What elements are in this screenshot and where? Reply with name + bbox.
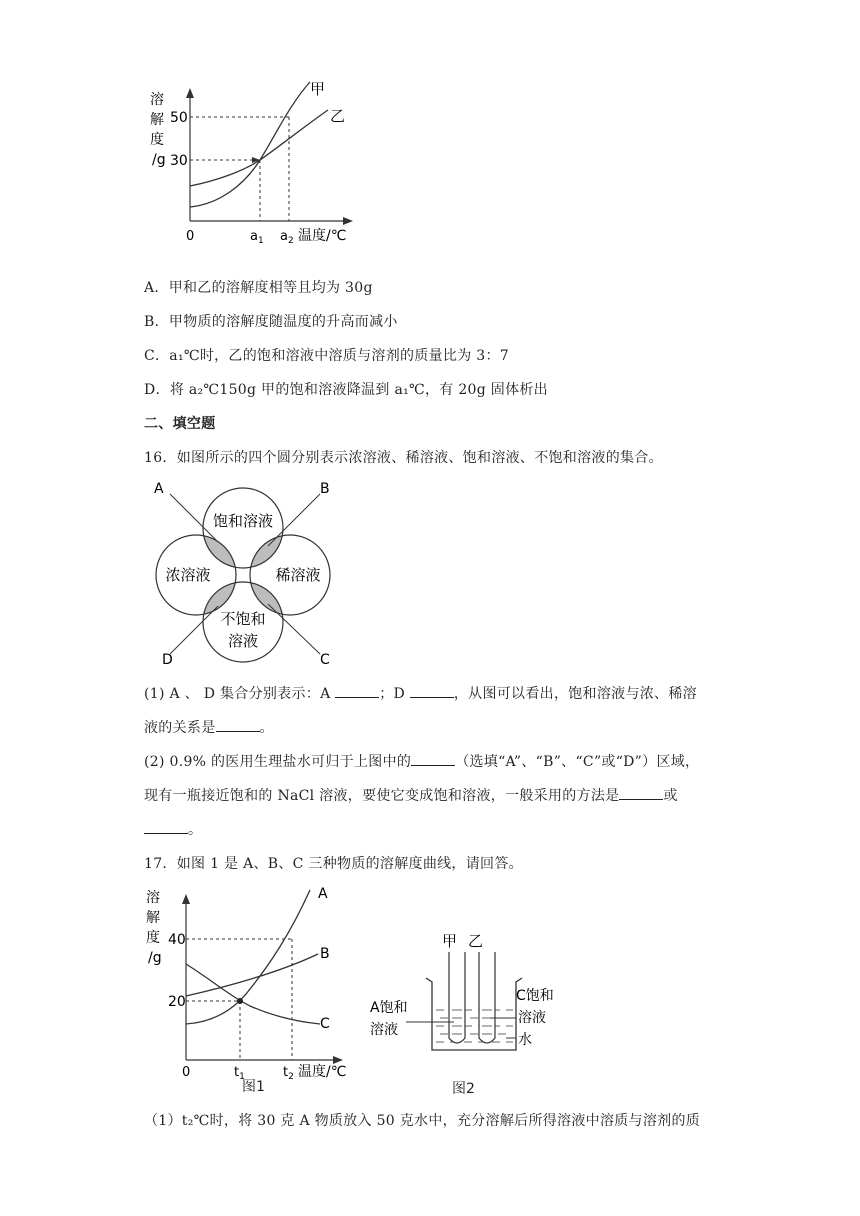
curve-yi [190, 110, 328, 186]
curve-label-jia: 甲 [310, 80, 326, 98]
x-tick-a2: $a_2$ [280, 229, 294, 246]
label-a-saturated-2: 溶液 [370, 1022, 398, 1038]
x-tick-0: 0 [186, 229, 195, 244]
x-tick-a1: $a_1$ [250, 229, 264, 246]
y-label-4: /g [152, 152, 166, 168]
option-d: D．将 a₂℃150g 甲的饱和溶液降温到 a₁℃，有 20g 固体析出 [144, 382, 548, 398]
fig1-x-axis-arrow [333, 1056, 343, 1064]
fig1-y-label-3: 度 [146, 930, 160, 946]
tube-label-jia: 甲 [442, 932, 458, 950]
tube-label-yi: 乙 [468, 932, 484, 950]
answer-blank-a[interactable] [335, 683, 379, 698]
label-d: D [162, 652, 173, 668]
x-axis-arrow [343, 217, 353, 225]
curve-jia [190, 82, 310, 207]
label-c: C [320, 652, 330, 668]
option-b: B．甲物质的溶解度随温度的升高而减小 [144, 314, 398, 330]
label-a-saturated-1: A饱和 [370, 1000, 408, 1016]
fig1-y-tick-40: 40 [168, 932, 186, 948]
y-label-3: 度 [150, 132, 164, 148]
q17-part1: （1）t₂℃时，将 30 克 A 物质放入 50 克水中，充分溶解后所得溶液中溶质与溶剂的质 [144, 1113, 701, 1129]
fig1-caption: 图1 [242, 1079, 265, 1095]
label-c-saturated-2: 溶液 [518, 1010, 546, 1026]
q16-part2-line3: 。 [144, 819, 202, 839]
pointer-d [170, 606, 218, 654]
text-saturated: 饱和溶液 [212, 512, 274, 530]
curve-label-b: B [320, 946, 330, 962]
text-concentrated: 浓溶液 [165, 566, 211, 584]
q16-part1-line1: (1) A 、 D 集合分别表示：A ；D ，从图可以看出，饱和溶液与浓、稀溶 [144, 683, 697, 703]
y-tick-30: 30 [170, 153, 188, 169]
label-c-saturated-1: C饱和 [516, 988, 554, 1004]
answer-blank-relation[interactable] [216, 717, 260, 732]
answer-blank-d[interactable] [410, 683, 454, 698]
curve-c [186, 964, 320, 1024]
label-a: A [154, 481, 164, 497]
fig1-y-label-2: 解 [146, 910, 160, 926]
fig1-y-label-1: 溶 [146, 890, 160, 906]
fig1-y-axis-arrow [182, 894, 190, 904]
q16-stem: 16．如图所示的四个圆分别表示浓溶液、稀溶液、饱和溶液、不饱和溶液的集合。 [144, 450, 663, 466]
answer-blank-method1[interactable] [619, 785, 663, 800]
section-title: 二、填空题 [144, 416, 216, 432]
answer-blank-region[interactable] [411, 751, 455, 766]
pointer-c [268, 604, 320, 654]
text-unsaturated-2: 溶液 [227, 632, 259, 650]
curve-label-yi: 乙 [330, 107, 346, 125]
fig1-y-label-4: /g [148, 950, 162, 966]
q16-part2-line1: (2) 0.9% 的医用生理盐水可归于上图中的 （选填“A”、“B”、“C”或“D”）区域， [144, 751, 699, 771]
solubility-chart-fig1 [140, 884, 362, 1082]
venn-diagram [148, 478, 348, 670]
y-axis-arrow [186, 88, 194, 98]
curve-a [186, 890, 310, 1024]
text-dilute: 稀溶液 [275, 566, 321, 584]
option-a: A．甲和乙的溶解度相等且均为 30g [144, 280, 373, 296]
label-water: 水 [518, 1032, 532, 1048]
option-c: C．a₁℃时，乙的饱和溶液中溶质与溶剂的质量比为 3：7 [144, 348, 509, 364]
fig1-x-tick-t1: $t_1$ [234, 1065, 245, 1082]
pointer-b [268, 494, 320, 546]
answer-blank-method2[interactable] [144, 819, 188, 834]
fig2-caption: 图2 [452, 1081, 475, 1097]
test-tube-jia [449, 952, 465, 1043]
label-b: B [320, 481, 330, 497]
y-label-2: 解 [150, 112, 164, 128]
fig1-y-tick-20: 20 [168, 994, 186, 1010]
curve-b [186, 954, 318, 996]
y-label-1: 溶 [150, 92, 164, 108]
q17-stem: 17．如图 1 是 A、B、C 三种物质的溶解度曲线，请回答。 [144, 856, 523, 872]
fig1-x-tick-0: 0 [182, 1065, 191, 1080]
fig1-x-axis-label: 温度/℃ [298, 1064, 347, 1080]
intersection-point [237, 998, 243, 1004]
solubility-chart-1 [140, 74, 370, 246]
water [433, 1004, 515, 1049]
x-axis-label: 温度/℃ [298, 228, 347, 244]
test-tube-yi [479, 952, 495, 1043]
beaker-fig2 [366, 926, 596, 1056]
curve-label-c: C [320, 1016, 330, 1032]
text-unsaturated-1: 不饱和 [220, 610, 266, 628]
q16-part1-line2: 液的关系是 。 [144, 717, 274, 737]
fig1-x-tick-t2: $t_2$ [283, 1065, 294, 1082]
y-tick-50: 50 [170, 110, 188, 126]
q16-part2-line2: 现有一瓶接近饱和的 NaCl 溶液，要使它变成饱和溶液，一般采用的方法是 或 [144, 785, 678, 805]
curve-label-a: A [318, 886, 328, 902]
